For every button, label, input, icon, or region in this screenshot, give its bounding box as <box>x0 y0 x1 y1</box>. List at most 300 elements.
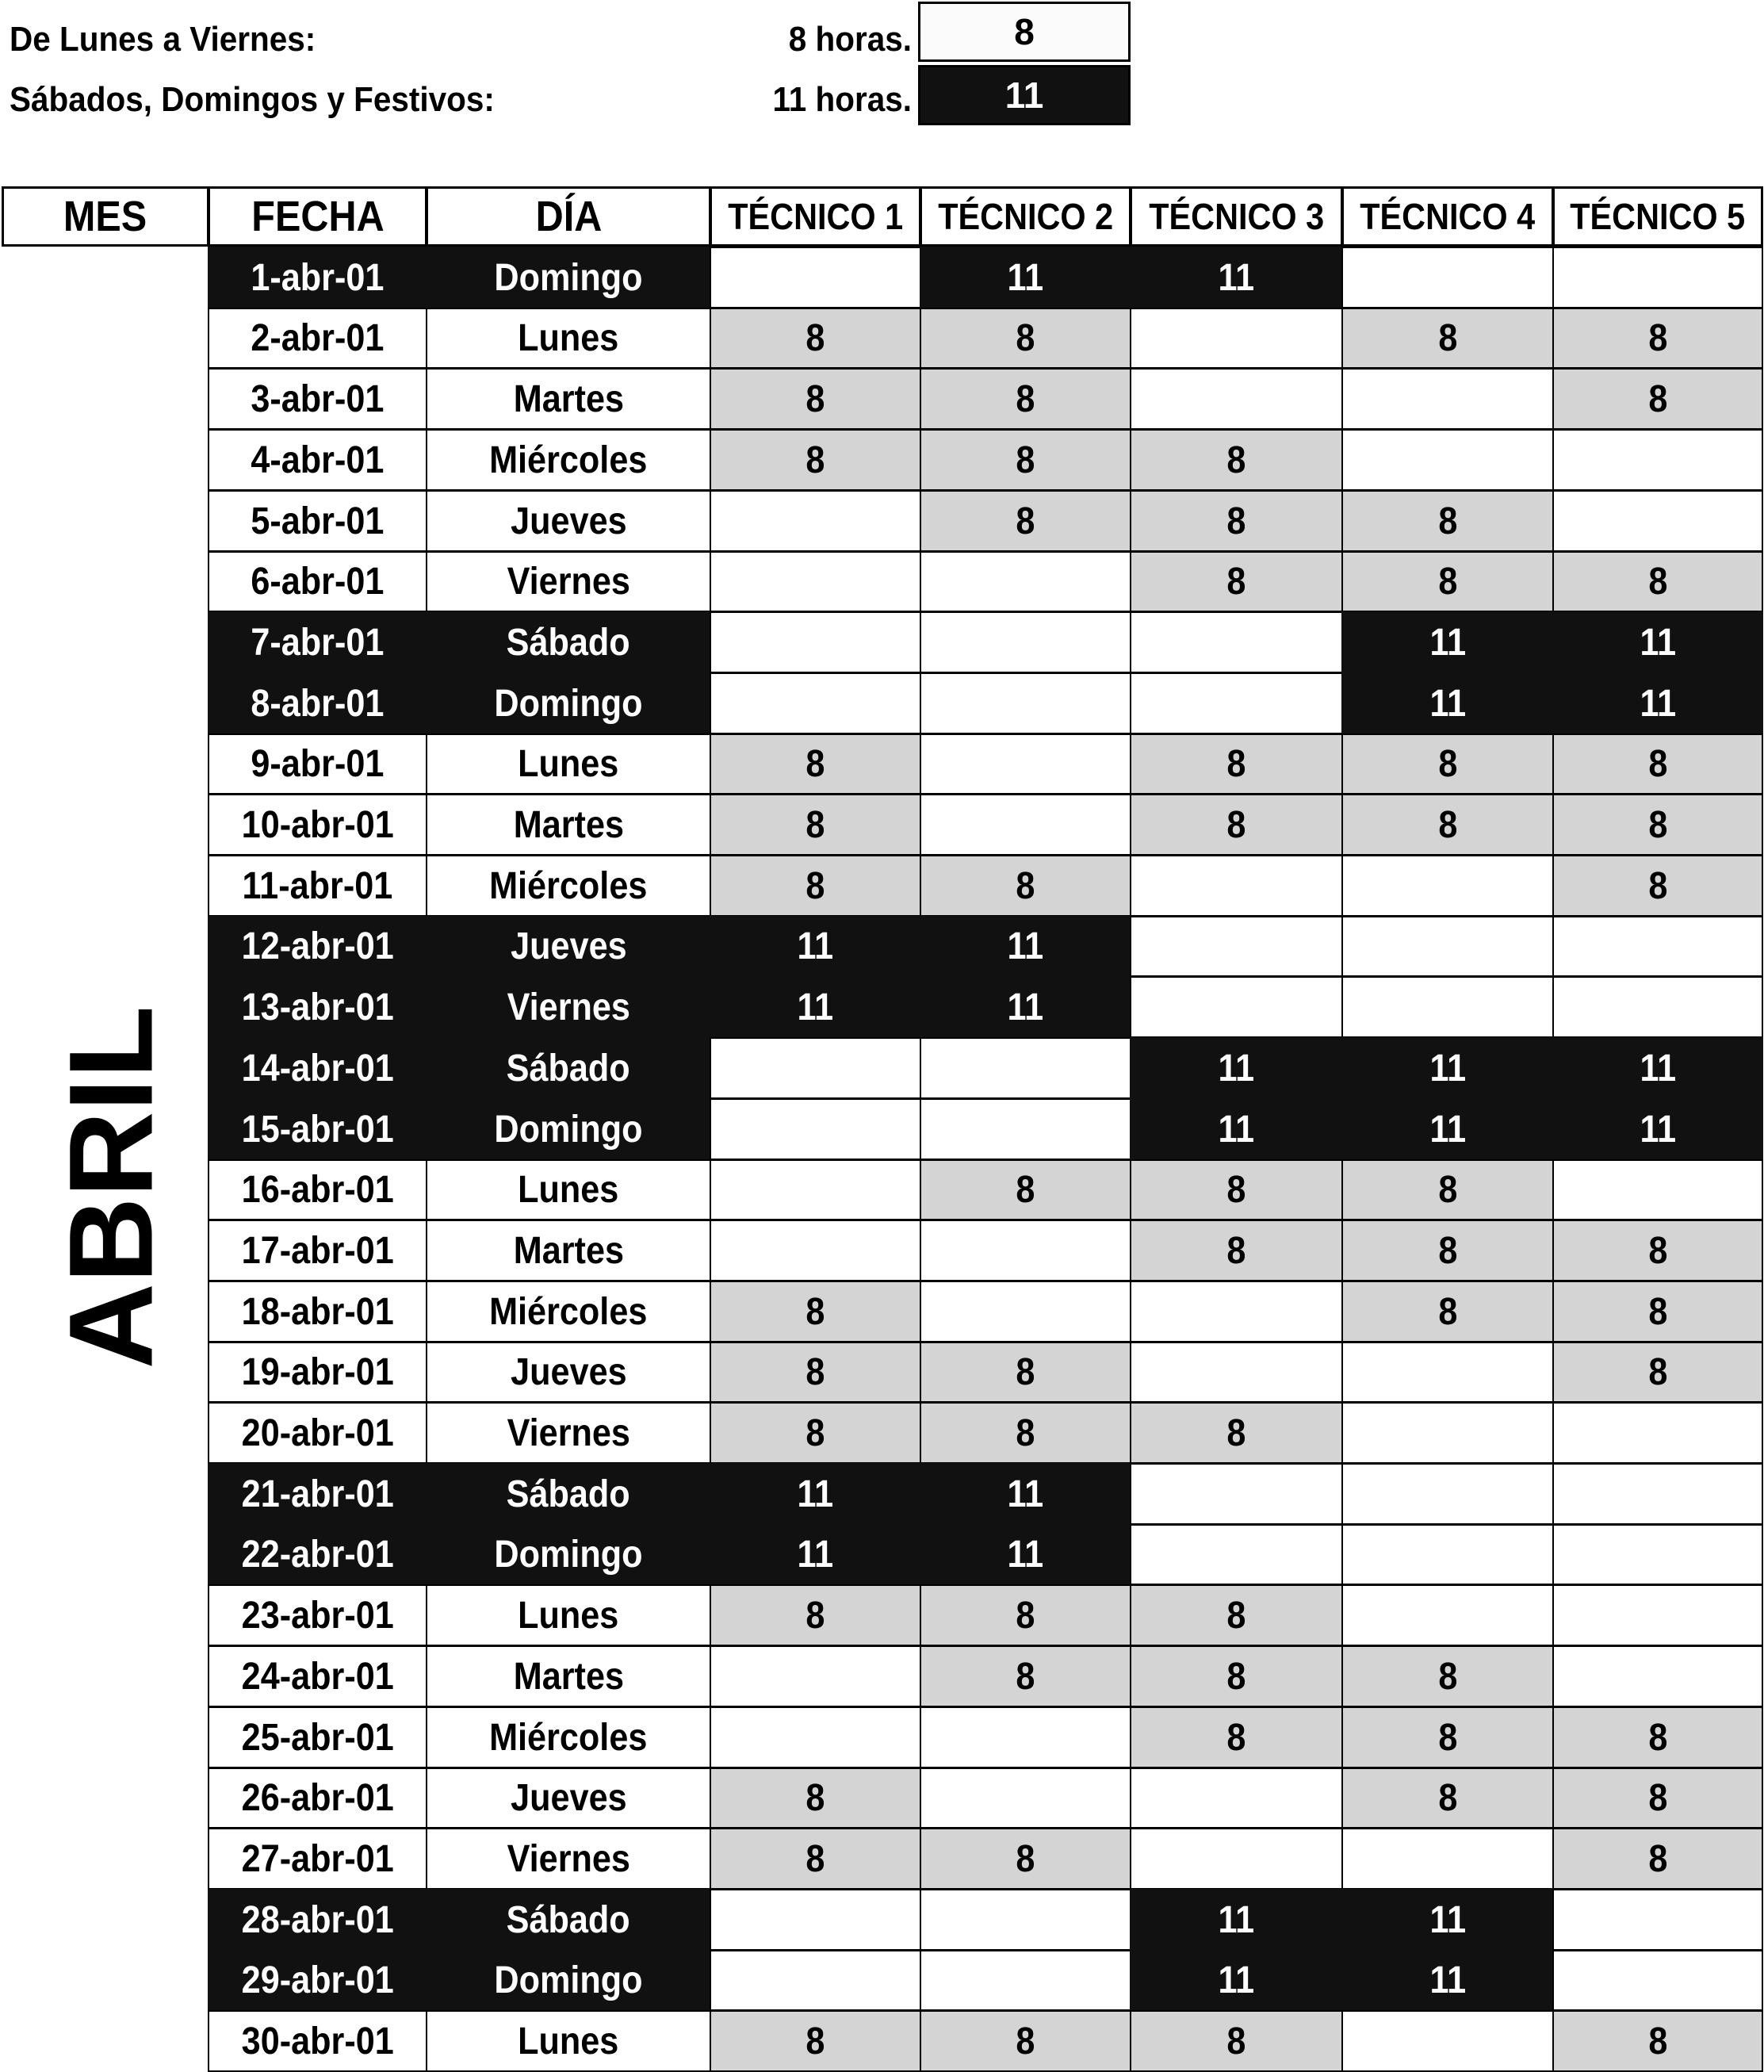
tecnico-3-cell <box>1130 1889 1343 1951</box>
dia-cell-text: Sábado <box>506 621 631 664</box>
tecnico-2-cell <box>920 551 1131 612</box>
tecnico-4-cell-text: 8 <box>1437 1169 1458 1211</box>
tecnico-5-cell-text: 8 <box>1647 377 1668 420</box>
tecnico-2-cell <box>920 733 1131 795</box>
legend-weekday-value: 8 <box>1014 11 1035 52</box>
tecnico-3-cell-text: 8 <box>1226 803 1246 846</box>
fecha-cell-text: 6-abr-01 <box>251 561 385 603</box>
legend-weekday-hours: 8 horas. <box>788 20 912 59</box>
tecnico-4-cell <box>1341 1584 1554 1646</box>
tecnico-5-cell-text: 8 <box>1647 1837 1668 1880</box>
tecnico-5-cell <box>1552 1463 1763 1525</box>
tecnico-2-cell <box>920 916 1131 977</box>
tecnico-4-cell <box>1341 1342 1554 1403</box>
dia-cell <box>426 1828 711 1890</box>
tecnico-1-cell-text: 8 <box>805 377 825 420</box>
fecha-cell <box>208 2010 427 2072</box>
tecnico-3-cell <box>1130 1342 1343 1403</box>
tecnico-3-cell <box>1130 1828 1343 1890</box>
tecnico-2-cell <box>920 1159 1131 1220</box>
fecha-cell <box>208 1950 427 2011</box>
tecnico-1-cell <box>710 1524 921 1585</box>
fecha-cell-text: 27-abr-01 <box>241 1837 394 1880</box>
dia-cell-text: Martes <box>513 1229 624 1272</box>
fecha-cell-text: 16-abr-01 <box>241 1169 394 1211</box>
header-tecnico-4 <box>1341 186 1554 247</box>
tecnico-1-cell <box>710 247 921 308</box>
dia-cell-text: Jueves <box>510 1351 627 1393</box>
fecha-cell-text: 17-abr-01 <box>241 1229 394 1272</box>
tecnico-5-cell-text: 8 <box>1647 1716 1668 1759</box>
tecnico-2-cell-text: 8 <box>1016 2020 1035 2062</box>
tecnico-3-cell <box>1130 1950 1343 2011</box>
dia-cell-text: Miércoles <box>489 864 648 907</box>
dia-cell-text: Lunes <box>518 2020 619 2062</box>
dia-cell-text: Sábado <box>506 1047 631 1090</box>
tecnico-3-cell-text: 8 <box>1226 1594 1246 1637</box>
dia-cell-text: Miércoles <box>489 1716 648 1759</box>
legend-weekend-label: Sábados, Domingos y Festivos: <box>10 80 495 119</box>
fecha-cell <box>208 916 427 977</box>
tecnico-1-cell-text: 8 <box>805 1351 825 1393</box>
tecnico-2-cell-text: 8 <box>1016 1411 1035 1454</box>
fecha-cell-text: 14-abr-01 <box>241 1047 394 1090</box>
tecnico-1-cell <box>710 551 921 612</box>
fecha-cell-text: 9-abr-01 <box>251 743 385 785</box>
tecnico-3-cell-text: 8 <box>1226 1655 1246 1698</box>
tecnico-1-cell-text: 8 <box>805 2020 825 2062</box>
header-tecnico-3 <box>1130 186 1343 247</box>
tecnico-2-cell <box>920 976 1131 1038</box>
tecnico-5-cell <box>1552 1402 1763 1464</box>
dia-cell-text: Domingo <box>494 1534 643 1576</box>
fecha-cell-text: 5-abr-01 <box>251 500 385 542</box>
tecnico-4-cell-text: 8 <box>1437 743 1458 785</box>
fecha-cell <box>208 855 427 917</box>
tecnico-3-cell <box>1130 1220 1343 1281</box>
tecnico-1-cell-text: 8 <box>805 317 825 359</box>
fecha-cell-text: 8-abr-01 <box>251 682 385 725</box>
header-tecnico-5-text: TÉCNICO 5 <box>1570 196 1746 237</box>
tecnico-5-cell <box>1552 551 1763 612</box>
header-fecha <box>208 186 427 247</box>
tecnico-1-cell-text: 8 <box>805 1411 825 1454</box>
tecnico-1-cell <box>710 733 921 795</box>
tecnico-5-cell <box>1552 247 1763 308</box>
tecnico-4-cell-text: 8 <box>1437 1716 1458 1759</box>
tecnico-5-cell-text: 8 <box>1647 561 1668 603</box>
dia-cell-text: Lunes <box>518 743 619 785</box>
dia-cell <box>426 1463 711 1525</box>
fecha-cell <box>208 1281 427 1342</box>
fecha-cell-text: 29-abr-01 <box>241 1959 394 2001</box>
tecnico-1-cell-text: 11 <box>797 1473 834 1515</box>
header-fecha-text: FECHA <box>251 193 385 240</box>
header-tecnico-3-text: TÉCNICO 3 <box>1149 196 1324 237</box>
dia-cell <box>426 1281 711 1342</box>
tecnico-5-cell <box>1552 429 1763 491</box>
dia-cell-text: Viernes <box>507 986 630 1028</box>
tecnico-1-cell <box>710 916 921 977</box>
dia-cell <box>426 247 711 308</box>
tecnico-4-cell-text: 11 <box>1429 682 1466 725</box>
tecnico-4-cell <box>1341 1828 1554 1890</box>
tecnico-3-cell <box>1130 611 1343 673</box>
fecha-cell-text: 21-abr-01 <box>241 1473 394 1515</box>
tecnico-2-cell <box>920 1098 1131 1160</box>
tecnico-1-cell-text: 8 <box>805 439 825 481</box>
fecha-cell <box>208 1889 427 1951</box>
tecnico-1-cell <box>710 308 921 369</box>
dia-cell-text: Lunes <box>518 1169 619 1211</box>
tecnico-4-cell <box>1341 1220 1554 1281</box>
tecnico-2-cell <box>920 855 1131 917</box>
fecha-cell-text: 18-abr-01 <box>241 1290 394 1333</box>
tecnico-1-cell <box>710 1342 921 1403</box>
tecnico-2-cell <box>920 1463 1131 1525</box>
tecnico-2-cell <box>920 1037 1131 1099</box>
header-mes <box>2 186 209 247</box>
tecnico-5-cell-text: 11 <box>1640 682 1676 725</box>
fecha-cell-text: 2-abr-01 <box>251 317 385 359</box>
tecnico-5-cell <box>1552 1950 1763 2011</box>
tecnico-2-cell-text: 8 <box>1016 1655 1035 1698</box>
tecnico-3-cell <box>1130 2010 1343 2072</box>
fecha-cell-text: 7-abr-01 <box>251 621 385 664</box>
tecnico-1-cell <box>710 1281 921 1342</box>
tecnico-3-cell <box>1130 855 1343 917</box>
dia-cell <box>426 1950 711 2011</box>
month-label: ABRIL <box>44 1005 178 1369</box>
tecnico-4-cell <box>1341 611 1554 673</box>
dia-cell-text: Domingo <box>494 1108 643 1151</box>
dia-cell-text: Viernes <box>507 1411 630 1454</box>
tecnico-2-cell <box>920 1524 1131 1585</box>
tecnico-1-cell-text: 8 <box>805 864 825 907</box>
tecnico-3-cell <box>1130 976 1343 1038</box>
tecnico-1-cell <box>710 2010 921 2072</box>
dia-cell <box>426 1037 711 1099</box>
tecnico-4-cell <box>1341 1098 1554 1160</box>
tecnico-1-cell-text: 11 <box>797 1534 834 1576</box>
tecnico-2-cell <box>920 794 1131 856</box>
fecha-cell <box>208 1706 427 1768</box>
fecha-cell-text: 1-abr-01 <box>251 256 385 299</box>
tecnico-4-cell <box>1341 855 1554 917</box>
dia-cell <box>426 794 711 856</box>
tecnico-2-cell-text: 8 <box>1016 864 1035 907</box>
dia-cell <box>426 1098 711 1160</box>
tecnico-5-cell <box>1552 611 1763 673</box>
legend-weekday-value-box <box>918 2 1131 62</box>
tecnico-3-cell <box>1130 490 1343 552</box>
tecnico-3-cell-text: 11 <box>1218 256 1255 299</box>
tecnico-3-cell <box>1130 1584 1343 1646</box>
tecnico-2-cell <box>920 1584 1131 1646</box>
tecnico-3-cell <box>1130 1645 1343 1707</box>
tecnico-1-cell-text: 8 <box>805 803 825 846</box>
tecnico-5-cell-text: 8 <box>1647 864 1668 907</box>
tecnico-2-cell-text: 11 <box>1007 925 1044 967</box>
dia-cell-text: Martes <box>513 1655 624 1698</box>
legend-weekend-hours: 11 horas. <box>772 80 912 119</box>
fecha-cell <box>208 1584 427 1646</box>
dia-cell-text: Jueves <box>510 500 627 542</box>
tecnico-1-cell <box>710 490 921 552</box>
tecnico-1-cell <box>710 672 921 734</box>
tecnico-2-cell <box>920 429 1131 491</box>
header-dia-text: DÍA <box>535 193 602 240</box>
tecnico-3-cell-text: 8 <box>1226 561 1246 603</box>
tecnico-3-cell <box>1130 1159 1343 1220</box>
tecnico-1-cell-text: 11 <box>797 986 834 1028</box>
tecnico-3-cell-text: 11 <box>1218 1108 1255 1151</box>
tecnico-4-cell <box>1341 1889 1554 1951</box>
dia-cell <box>426 551 711 612</box>
tecnico-5-cell-text: 8 <box>1647 1777 1668 1819</box>
tecnico-2-cell-text: 8 <box>1016 1594 1035 1637</box>
fecha-cell <box>208 1524 427 1585</box>
tecnico-3-cell-text: 8 <box>1226 439 1246 481</box>
tecnico-4-cell <box>1341 794 1554 856</box>
tecnico-3-cell-text: 11 <box>1218 1959 1255 2001</box>
fecha-cell <box>208 1645 427 1707</box>
dia-cell-text: Lunes <box>518 1594 619 1637</box>
tecnico-5-cell <box>1552 1828 1763 1890</box>
tecnico-4-cell-text: 8 <box>1437 561 1458 603</box>
fecha-cell-text: 26-abr-01 <box>241 1777 394 1819</box>
dia-cell <box>426 1159 711 1220</box>
tecnico-5-cell <box>1552 733 1763 795</box>
legend-weekday-label: De Lunes a Viernes: <box>10 20 316 59</box>
tecnico-5-cell-text: 11 <box>1640 1108 1676 1151</box>
dia-cell-text: Sábado <box>506 1473 631 1515</box>
tecnico-2-cell <box>920 1889 1131 1951</box>
tecnico-3-cell-text: 11 <box>1218 1047 1255 1090</box>
dia-cell-text: Martes <box>513 377 624 420</box>
tecnico-5-cell-text: 11 <box>1640 1047 1676 1090</box>
fecha-cell-text: 10-abr-01 <box>241 803 394 846</box>
tecnico-5-cell <box>1552 976 1763 1038</box>
tecnico-1-cell <box>710 855 921 917</box>
header-tecnico-1-text: TÉCNICO 1 <box>728 196 903 237</box>
fecha-cell <box>208 672 427 734</box>
tecnico-2-cell <box>920 1220 1131 1281</box>
tecnico-2-cell <box>920 611 1131 673</box>
tecnico-1-cell-text: 8 <box>805 743 825 785</box>
fecha-cell-text: 19-abr-01 <box>241 1351 394 1393</box>
tecnico-2-cell <box>920 2010 1131 2072</box>
tecnico-1-cell <box>710 1159 921 1220</box>
tecnico-3-cell-text: 8 <box>1226 1169 1246 1211</box>
tecnico-1-cell-text: 11 <box>797 925 834 967</box>
tecnico-4-cell <box>1341 1281 1554 1342</box>
dia-cell <box>426 1889 711 1951</box>
tecnico-3-cell <box>1130 1524 1343 1585</box>
tecnico-4-cell-text: 11 <box>1429 1898 1466 1941</box>
tecnico-5-cell <box>1552 1098 1763 1160</box>
dia-cell-text: Domingo <box>494 1959 643 2001</box>
tecnico-4-cell <box>1341 1768 1554 1829</box>
tecnico-5-cell-text: 8 <box>1647 743 1668 785</box>
dia-cell <box>426 672 711 734</box>
tecnico-3-cell <box>1130 429 1343 491</box>
dia-cell-text: Miércoles <box>489 1290 648 1333</box>
tecnico-3-cell-text: 8 <box>1226 1229 1246 1272</box>
tecnico-3-cell-text: 8 <box>1226 1716 1246 1759</box>
tecnico-1-cell <box>710 429 921 491</box>
tecnico-4-cell <box>1341 490 1554 552</box>
tecnico-5-cell-text: 11 <box>1640 621 1676 664</box>
dia-cell-text: Domingo <box>494 256 643 299</box>
tecnico-3-cell <box>1130 1463 1343 1525</box>
tecnico-3-cell <box>1130 1281 1343 1342</box>
tecnico-3-cell-text: 8 <box>1226 743 1246 785</box>
fecha-cell <box>208 1828 427 1890</box>
tecnico-3-cell <box>1130 551 1343 612</box>
dia-cell-text: Jueves <box>510 1777 627 1819</box>
tecnico-3-cell <box>1130 1037 1343 1099</box>
tecnico-3-cell <box>1130 916 1343 977</box>
dia-cell-text: Viernes <box>507 561 630 603</box>
tecnico-1-cell <box>710 1828 921 1890</box>
dia-cell <box>426 976 711 1038</box>
tecnico-1-cell <box>710 1889 921 1951</box>
fecha-cell <box>208 429 427 491</box>
tecnico-4-cell-text: 11 <box>1429 621 1466 664</box>
dia-cell <box>426 1706 711 1768</box>
tecnico-2-cell <box>920 308 1131 369</box>
fecha-cell <box>208 1402 427 1464</box>
tecnico-2-cell-text: 8 <box>1016 377 1035 420</box>
tecnico-5-cell <box>1552 855 1763 917</box>
dia-cell-text: Lunes <box>518 317 619 359</box>
tecnico-5-cell-text: 8 <box>1647 317 1668 359</box>
header-tecnico-1 <box>710 186 921 247</box>
dia-cell <box>426 1220 711 1281</box>
dia-cell <box>426 429 711 491</box>
tecnico-5-cell <box>1552 2010 1763 2072</box>
header-tecnico-4-text: TÉCNICO 4 <box>1360 196 1536 237</box>
tecnico-4-cell-text: 11 <box>1429 1959 1466 2001</box>
tecnico-5-cell-text: 8 <box>1647 1290 1668 1333</box>
tecnico-1-cell <box>710 976 921 1038</box>
tecnico-2-cell <box>920 672 1131 734</box>
tecnico-2-cell <box>920 368 1131 430</box>
fecha-cell-text: 22-abr-01 <box>241 1534 394 1576</box>
tecnico-5-cell <box>1552 1037 1763 1099</box>
fecha-cell <box>208 1768 427 1829</box>
tecnico-4-cell <box>1341 1645 1554 1707</box>
tecnico-3-cell-text: 8 <box>1226 1411 1246 1454</box>
tecnico-4-cell <box>1341 916 1554 977</box>
tecnico-4-cell-text: 8 <box>1437 317 1458 359</box>
tecnico-5-cell <box>1552 1706 1763 1768</box>
dia-cell-text: Miércoles <box>489 439 648 481</box>
tecnico-5-cell-text: 8 <box>1647 2020 1668 2062</box>
tecnico-3-cell <box>1130 308 1343 369</box>
tecnico-4-cell <box>1341 368 1554 430</box>
dia-cell <box>426 916 711 977</box>
tecnico-2-cell <box>920 1828 1131 1890</box>
tecnico-2-cell-text: 8 <box>1016 317 1035 359</box>
header-tecnico-5 <box>1552 186 1763 247</box>
fecha-cell <box>208 368 427 430</box>
tecnico-5-cell <box>1552 1220 1763 1281</box>
tecnico-4-cell-text: 11 <box>1429 1108 1466 1151</box>
tecnico-1-cell-text: 8 <box>805 1594 825 1637</box>
tecnico-2-cell <box>920 1281 1131 1342</box>
tecnico-5-cell <box>1552 1584 1763 1646</box>
tecnico-2-cell-text: 11 <box>1007 256 1044 299</box>
header-mes-text: MES <box>63 193 147 240</box>
fecha-cell-text: 4-abr-01 <box>251 439 385 481</box>
tecnico-3-cell <box>1130 794 1343 856</box>
tecnico-1-cell <box>710 1706 921 1768</box>
fecha-cell-text: 12-abr-01 <box>241 925 394 967</box>
tecnico-1-cell-text: 8 <box>805 1837 825 1880</box>
tecnico-2-cell-text: 8 <box>1016 439 1035 481</box>
fecha-cell <box>208 733 427 795</box>
tecnico-4-cell-text: 8 <box>1437 500 1458 542</box>
dia-cell <box>426 1584 711 1646</box>
tecnico-3-cell <box>1130 1768 1343 1829</box>
dia-cell <box>426 1768 711 1829</box>
tecnico-5-cell-text: 8 <box>1647 1229 1668 1272</box>
tecnico-3-cell-text: 8 <box>1226 500 1246 542</box>
tecnico-2-cell-text: 11 <box>1007 1473 1044 1515</box>
tecnico-2-cell <box>920 1768 1131 1829</box>
dia-cell <box>426 733 711 795</box>
dia-cell-text: Jueves <box>510 925 627 967</box>
tecnico-5-cell <box>1552 916 1763 977</box>
fecha-cell <box>208 1098 427 1160</box>
tecnico-4-cell <box>1341 551 1554 612</box>
tecnico-5-cell <box>1552 794 1763 856</box>
dia-cell <box>426 368 711 430</box>
dia-cell <box>426 855 711 917</box>
tecnico-4-cell <box>1341 308 1554 369</box>
tecnico-1-cell <box>710 1402 921 1464</box>
tecnico-4-cell-text: 11 <box>1429 1047 1466 1090</box>
fecha-cell <box>208 308 427 369</box>
header-dia <box>426 186 711 247</box>
dia-cell <box>426 308 711 369</box>
dia-cell <box>426 2010 711 2072</box>
dia-cell-text: Viernes <box>507 1837 630 1880</box>
tecnico-4-cell-text: 8 <box>1437 1777 1458 1819</box>
tecnico-4-cell <box>1341 1706 1554 1768</box>
tecnico-2-cell-text: 8 <box>1016 1837 1035 1880</box>
tecnico-4-cell <box>1341 2010 1554 2072</box>
dia-cell <box>426 1402 711 1464</box>
tecnico-1-cell <box>710 1463 921 1525</box>
fecha-cell-text: 30-abr-01 <box>241 2020 394 2062</box>
fecha-cell <box>208 1463 427 1525</box>
tecnico-2-cell <box>920 1950 1131 2011</box>
tecnico-5-cell <box>1552 1524 1763 1585</box>
legend-weekend-value: 11 <box>1004 75 1044 116</box>
tecnico-1-cell <box>710 368 921 430</box>
tecnico-1-cell <box>710 1220 921 1281</box>
tecnico-1-cell <box>710 1098 921 1160</box>
tecnico-1-cell-text: 8 <box>805 1290 825 1333</box>
tecnico-1-cell-text: 8 <box>805 1777 825 1819</box>
fecha-cell-text: 11-abr-01 <box>242 864 393 907</box>
tecnico-2-cell <box>920 247 1131 308</box>
fecha-cell-text: 3-abr-01 <box>251 377 385 420</box>
tecnico-5-cell <box>1552 1645 1763 1707</box>
